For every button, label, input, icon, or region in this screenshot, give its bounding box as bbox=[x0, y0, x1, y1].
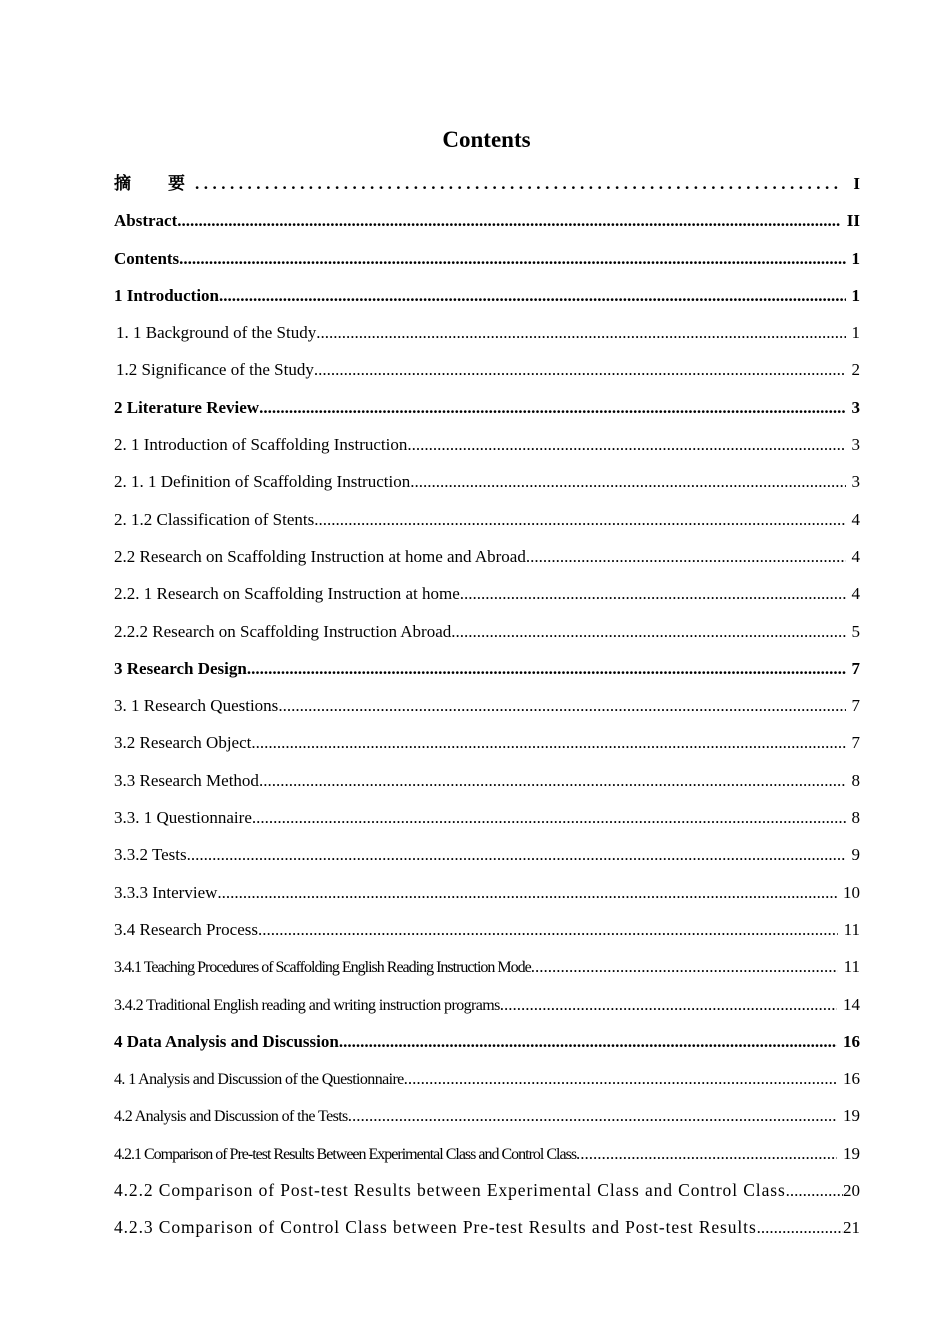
toc-entry-section-4-2-3[interactable] bbox=[114, 1209, 860, 1246]
toc-entry-label: 2. 1. 1 Definition of Scaffolding Instruction bbox=[114, 472, 411, 492]
toc-entry-label: 2.2 Research on Scaffolding Instruction at home and Abroad bbox=[114, 546, 526, 566]
toc-entry-page: 19 bbox=[843, 1106, 860, 1126]
dot-leader bbox=[407, 426, 845, 463]
toc-entry-page: 7 bbox=[851, 733, 860, 753]
dot-leader bbox=[177, 202, 841, 239]
toc-entry-label: 4.2.3 Comparison of Control Class between Pre-test Results and Post-test Results bbox=[114, 1217, 757, 1238]
table-of-contents bbox=[114, 165, 860, 1247]
toc-entry-section-4-2[interactable] bbox=[114, 1097, 860, 1134]
toc-entry-section-1-2[interactable] bbox=[114, 351, 860, 388]
toc-entry-page: 14 bbox=[843, 994, 860, 1014]
toc-entry-label: 3.4.2 Traditional English reading and writing instruction programs bbox=[114, 996, 500, 1014]
toc-entry-page: 3 bbox=[851, 472, 860, 492]
toc-entry-page: 4 bbox=[851, 546, 860, 566]
toc-entry-section-4-2-2[interactable] bbox=[114, 1172, 860, 1209]
toc-entry-label: 3.2 Research Object bbox=[114, 733, 252, 753]
toc-entry-section-2-2[interactable] bbox=[114, 538, 860, 575]
toc-entry-label: 4.2.2 Comparison of Post-test Results between Experimental Class and Control Class bbox=[114, 1180, 786, 1201]
toc-entry-label: 3.3.2 Tests bbox=[114, 845, 187, 865]
toc-entry-page: 10 bbox=[843, 882, 860, 902]
dot-leader bbox=[258, 911, 838, 948]
dot-leader bbox=[251, 724, 845, 761]
toc-entry-chinese-abstract[interactable] bbox=[114, 165, 860, 202]
toc-entry-section-3-4[interactable] bbox=[114, 911, 860, 948]
dot-leader bbox=[451, 613, 845, 650]
dot-leader bbox=[576, 1135, 837, 1172]
toc-entry-label: 2. 1 Introduction of Scaffolding Instruction bbox=[114, 435, 408, 455]
toc-entry-section-3-3[interactable] bbox=[114, 762, 860, 799]
dot-leader bbox=[526, 538, 846, 575]
toc-entry-page: 21 bbox=[843, 1218, 860, 1238]
toc-entry-section-3-3-1[interactable] bbox=[114, 799, 860, 836]
dot-leader bbox=[217, 874, 837, 911]
toc-entry-page: 1 bbox=[851, 323, 860, 343]
toc-entry-label: 3 Research Design bbox=[114, 658, 247, 678]
dot-leader bbox=[247, 650, 846, 687]
toc-entry-abstract[interactable] bbox=[114, 202, 860, 239]
toc-entry-section-2-1-1[interactable] bbox=[114, 463, 860, 500]
toc-entry-label: 3.3. 1 Questionnaire bbox=[114, 808, 252, 828]
toc-entry-page: 7 bbox=[851, 696, 860, 716]
toc-entry-page: 11 bbox=[843, 957, 860, 977]
toc-entry-section-3-4-2[interactable] bbox=[114, 986, 860, 1023]
toc-entry-label: 4.2 Analysis and Discussion of the Tests bbox=[114, 1108, 348, 1126]
toc-entry-label: 1 Introduction bbox=[114, 285, 220, 305]
toc-entry-page: 1 bbox=[851, 285, 860, 305]
toc-entry-section-3-3-3[interactable] bbox=[114, 874, 860, 911]
page-title: Contents bbox=[442, 127, 531, 152]
toc-entry-label: Abstract bbox=[114, 211, 178, 231]
toc-entry-page: 8 bbox=[851, 808, 860, 828]
dot-leader bbox=[187, 836, 846, 873]
toc-entry-label: 摘 要 bbox=[114, 174, 195, 193]
toc-entry-section-3-1[interactable] bbox=[114, 687, 860, 724]
toc-entry-page: 11 bbox=[843, 919, 860, 939]
toc-entry-section-2-2-1[interactable] bbox=[114, 575, 860, 612]
toc-entry-label: 3.4 Research Process bbox=[114, 919, 258, 939]
toc-entry-page: 8 bbox=[851, 770, 860, 790]
toc-entry-page: I bbox=[853, 174, 860, 193]
dot-leader bbox=[219, 277, 845, 314]
toc-entry-page: 19 bbox=[843, 1143, 860, 1163]
toc-entry-label: Contents bbox=[114, 248, 180, 268]
toc-entry-page: 3 bbox=[851, 397, 860, 417]
toc-entry-label: 3.4.1 Teaching Procedures of Scaffolding English Reading Instruction Mode bbox=[114, 959, 531, 977]
toc-entry-label: 4.2.1 Comparison of Pre-test Results Between Experimental Class and Control Class bbox=[114, 1145, 577, 1163]
toc-entry-page: 16 bbox=[843, 1031, 860, 1051]
dot-leader bbox=[314, 501, 845, 538]
dot-leader bbox=[786, 1172, 843, 1209]
dot-leader bbox=[259, 762, 846, 799]
dot-leader bbox=[316, 314, 845, 351]
toc-entry-chapter-3[interactable] bbox=[114, 650, 860, 687]
dot-leader bbox=[757, 1209, 843, 1246]
dot-leader bbox=[278, 687, 845, 724]
toc-entry-section-1-1[interactable] bbox=[114, 314, 860, 351]
toc-entry-section-3-2[interactable] bbox=[114, 724, 860, 761]
dot-leader bbox=[252, 799, 846, 836]
toc-entry-label: 2.2. 1 Research on Scaffolding Instruction at home bbox=[114, 584, 460, 604]
toc-entry-label: 3. 1 Research Questions bbox=[114, 696, 279, 716]
toc-entry-page: 1 bbox=[851, 248, 860, 268]
toc-entry-section-2-1-2[interactable] bbox=[114, 501, 860, 538]
dot-leader bbox=[404, 1060, 837, 1097]
toc-entry-page: 3 bbox=[851, 435, 860, 455]
dot-leader bbox=[339, 1023, 837, 1060]
toc-entry-page: 2 bbox=[851, 360, 860, 380]
toc-entry-contents[interactable] bbox=[114, 240, 860, 277]
toc-entry-section-2-2-2[interactable] bbox=[114, 613, 860, 650]
dot-leader bbox=[460, 575, 846, 612]
toc-entry-chapter-1[interactable] bbox=[114, 277, 860, 314]
dot-leader bbox=[410, 463, 845, 500]
toc-entry-label: 1. 1 Background of the Study bbox=[116, 323, 317, 343]
toc-entry-section-2-1[interactable] bbox=[114, 426, 860, 463]
toc-entry-page: 7 bbox=[851, 658, 860, 678]
toc-entry-page: 9 bbox=[851, 845, 860, 865]
toc-entry-section-3-3-2[interactable] bbox=[114, 836, 860, 873]
toc-entry-chapter-2[interactable] bbox=[114, 389, 860, 426]
dot-leader bbox=[195, 165, 843, 202]
toc-entry-page: 16 bbox=[843, 1069, 860, 1089]
toc-entry-label: 4 Data Analysis and Discussion bbox=[114, 1031, 339, 1051]
dot-leader bbox=[531, 948, 838, 985]
dot-leader bbox=[348, 1097, 837, 1134]
dot-leader bbox=[179, 240, 845, 277]
toc-entry-label: 3.3.3 Interview bbox=[114, 882, 218, 902]
toc-entry-label: 2. 1.2 Classification of Stents bbox=[114, 509, 315, 529]
toc-entry-label: 2.2.2 Research on Scaffolding Instruction Abroad bbox=[114, 621, 452, 641]
toc-entry-chapter-4[interactable] bbox=[114, 1023, 860, 1060]
toc-entry-label: 2 Literature Review bbox=[114, 397, 260, 417]
toc-entry-page: 20 bbox=[843, 1181, 860, 1201]
toc-entry-label: 3.3 Research Method bbox=[114, 770, 259, 790]
toc-entry-page: 4 bbox=[851, 584, 860, 604]
dot-leader bbox=[500, 986, 837, 1023]
toc-entry-page: II bbox=[846, 211, 860, 231]
dot-leader bbox=[314, 351, 846, 388]
toc-entry-label: 4. 1 Analysis and Discussion of the Questionnaire bbox=[114, 1071, 404, 1089]
toc-entry-section-4-2-1[interactable] bbox=[114, 1135, 860, 1172]
toc-entry-page: 4 bbox=[851, 509, 860, 529]
toc-entry-page: 5 bbox=[851, 621, 860, 641]
dot-leader bbox=[259, 389, 845, 426]
toc-entry-section-3-4-1[interactable] bbox=[114, 948, 860, 985]
toc-entry-label: 1.2 Significance of the Study bbox=[116, 360, 314, 380]
toc-entry-section-4-1[interactable] bbox=[114, 1060, 860, 1097]
